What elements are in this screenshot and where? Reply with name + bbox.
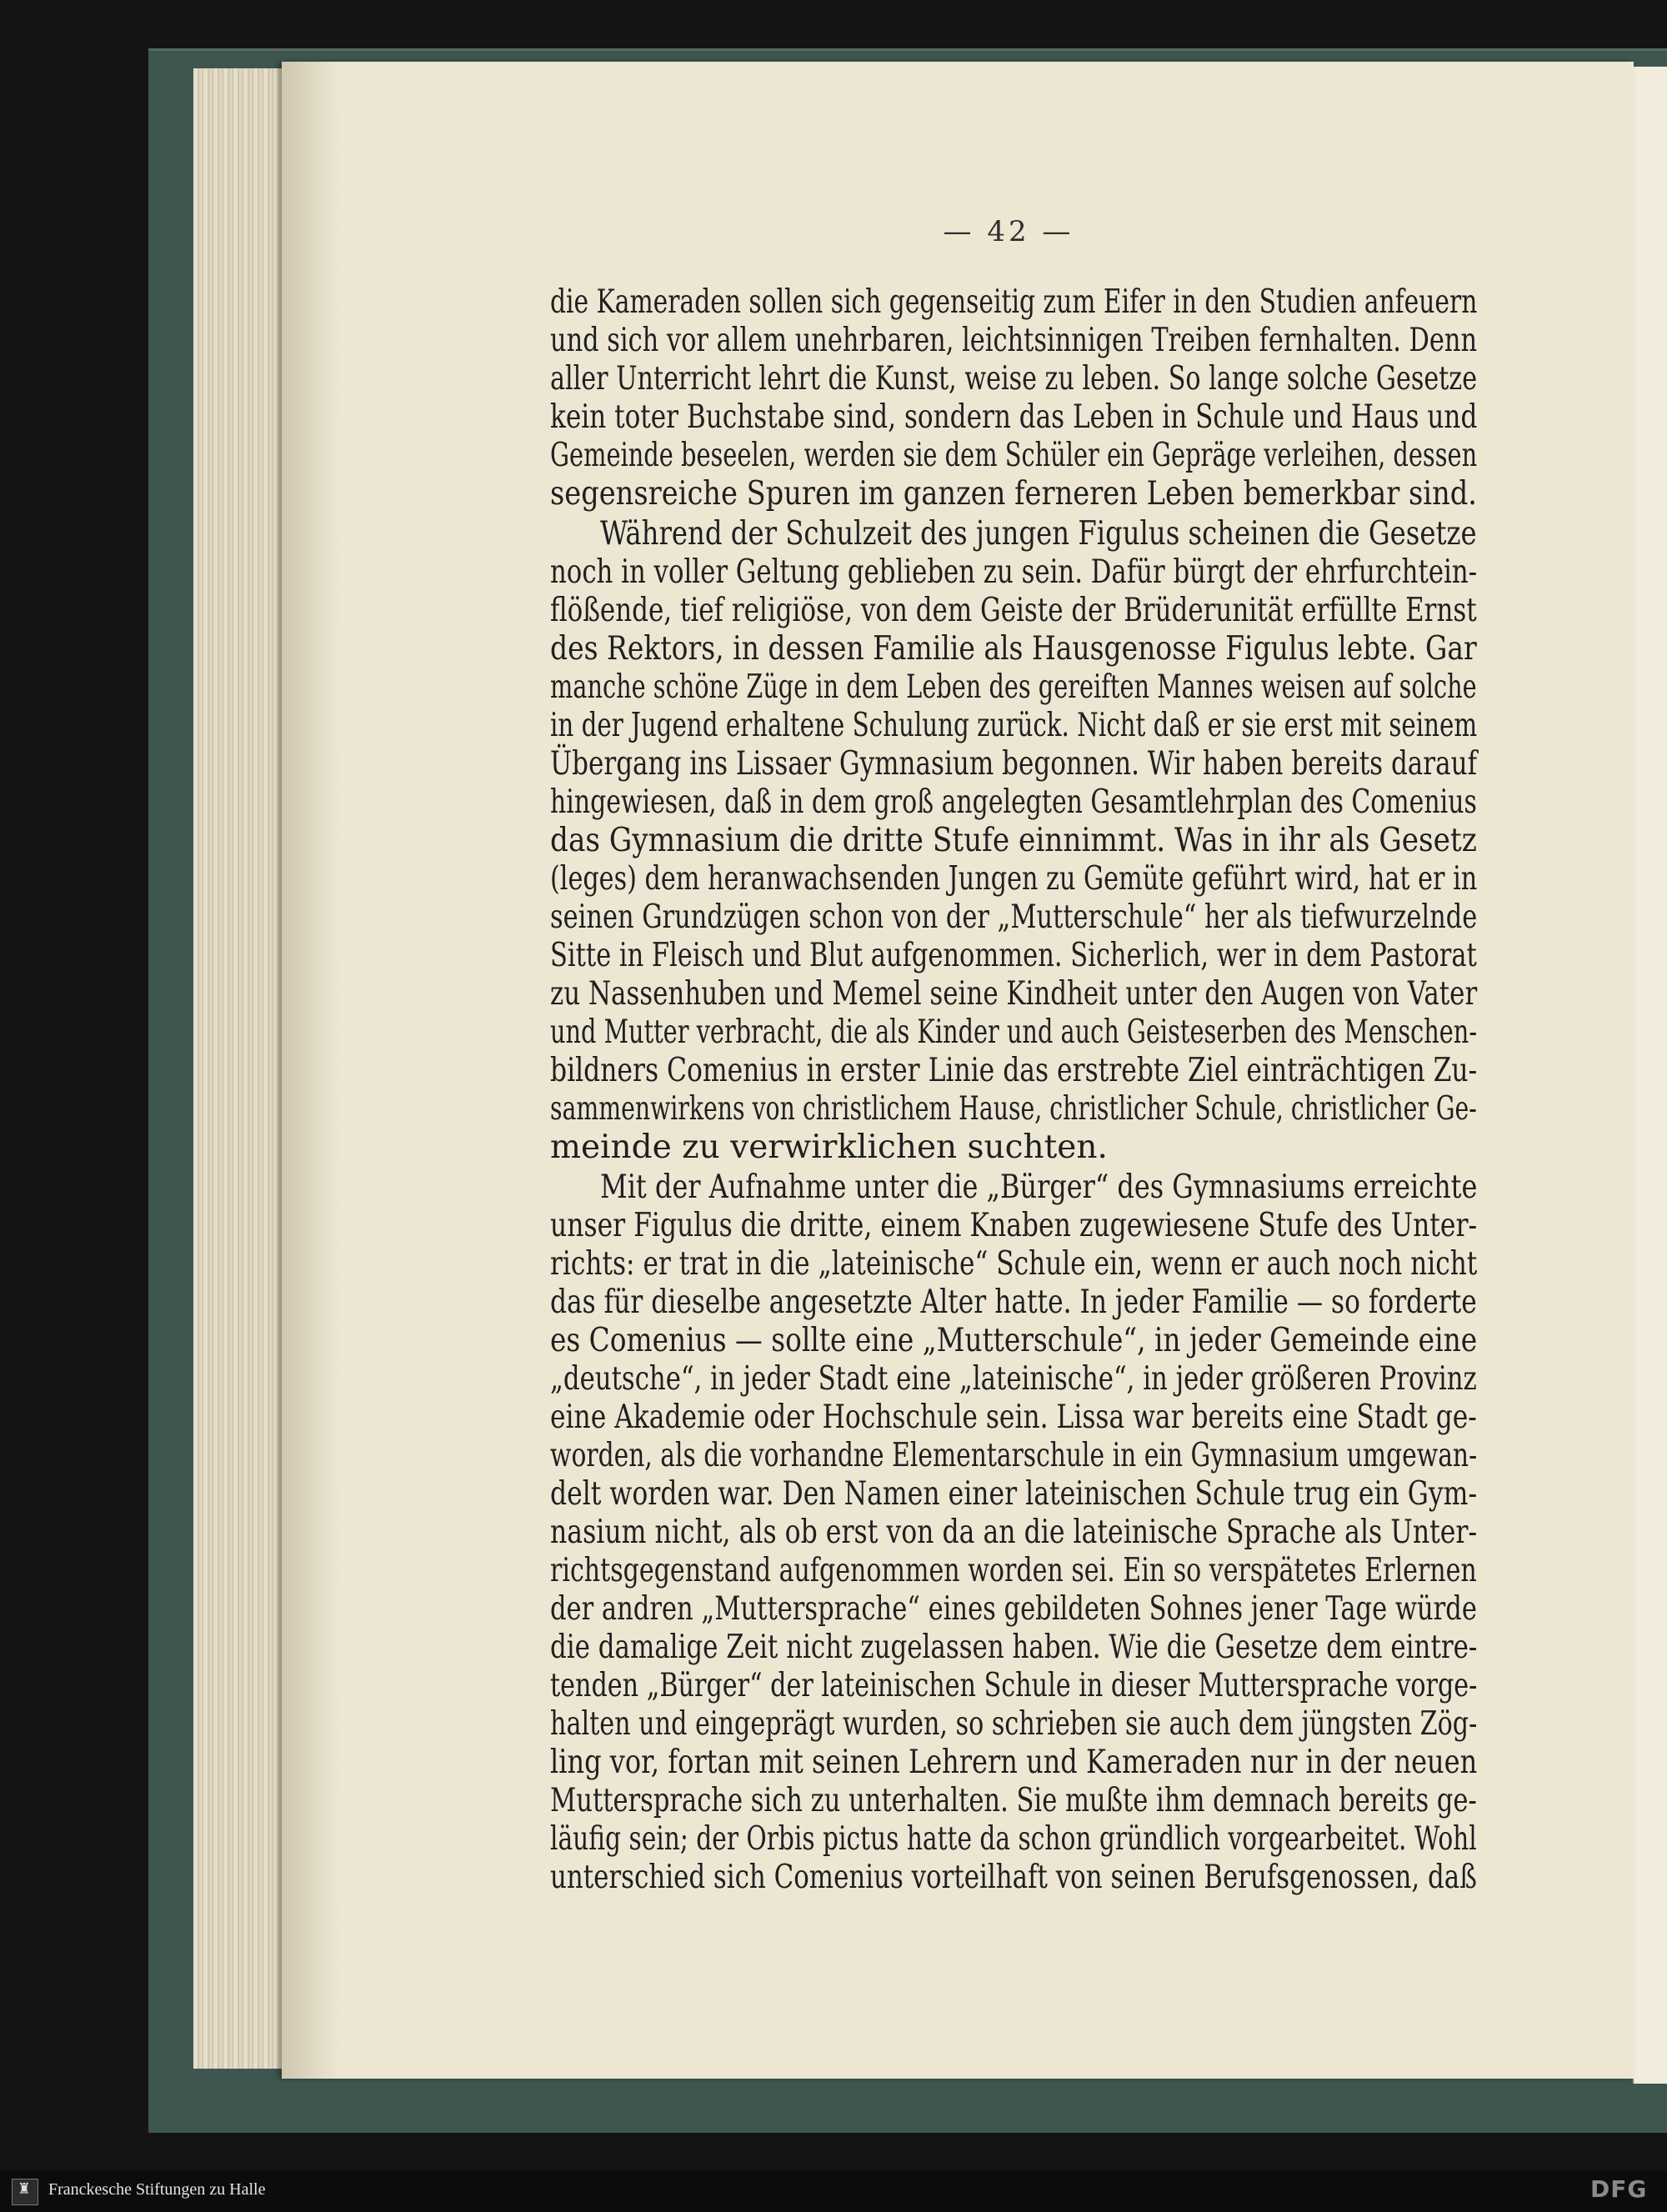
text-line: Übergang ins Lissaer Gymnasium begonnen. Wir haben bereits darauf	[550, 745, 1478, 783]
text-line: bildners Comenius in erster Linie das erstrebte Ziel einträchtigen Zu-	[550, 1052, 1478, 1089]
text-line: noch in voller Geltung geblieben zu sein. Dafür bürgt der ehrfurchtein-	[550, 553, 1478, 591]
text-line: „deutsche“, in jeder Stadt eine „lateinische“, in jeder größeren Provinz	[550, 1360, 1477, 1398]
text-line: unterschied sich Comenius vorteilhaft von seinen Berufsgenossen, daß	[550, 1859, 1477, 1896]
dfg-badge: DFG	[1590, 2175, 1648, 2203]
text-line: Muttersprache sich zu unterhalten. Sie mußte ihm demnach bereits ge-	[550, 1782, 1477, 1819]
text-line: eine Akademie oder Hochschule sein. Lissa war bereits eine Stadt ge-	[550, 1399, 1477, 1436]
text-line: halten und eingeprägt wurden, so schrieben sie auch dem jüngsten Zög-	[550, 1705, 1478, 1743]
page-gutter-shade	[282, 62, 340, 2079]
text-line: worden, als die vorhandne Elementarschule in ein Gymnasium umgewan-	[550, 1437, 1478, 1474]
text-line: zu Nassenhuben und Memel seine Kindheit unter den Augen von Vater	[550, 975, 1478, 1013]
text-line: die Kameraden sollen sich gegenseitig zum Eifer in den Studien anfeuern	[550, 283, 1478, 321]
page-number: — 42 —	[943, 215, 1074, 248]
text-line: in der Jugend erhaltene Schulung zurück. Nicht daß er sie erst mit seinem	[550, 707, 1478, 744]
text-line: segensreiche Spuren im ganzen ferneren Leben bemerkbar sind.	[550, 475, 1478, 513]
text-line: manche schöne Züge in dem Leben des gereiften Mannes weisen auf solche	[550, 668, 1477, 706]
text-line: Mit der Aufnahme unter die „Bürger“ des Gymnasiums erreichte	[600, 1169, 1478, 1206]
text-line: Sitte in Fleisch und Blut aufgenommen. Sicherlich, wer in dem Pastorat	[550, 937, 1477, 974]
text-line: des Rektors, in dessen Familie als Hausgenosse Figulus lebte. Gar	[550, 630, 1477, 668]
text-line: meinde zu verwirklichen suchten.	[550, 1129, 1108, 1166]
text-line: läufig sein; der Orbis pictus hatte da schon gründlich vorgearbeitet. Wohl	[550, 1820, 1477, 1858]
text-line: delt worden war. Den Namen einer lateinischen Schule trug ein Gym-	[550, 1475, 1478, 1513]
text-line: kein toter Buchstabe sind, sondern das Leben in Schule und Haus und	[550, 398, 1478, 436]
text-line: tenden „Bürger“ der lateinischen Schule in dieser Muttersprache vorge-	[550, 1667, 1478, 1704]
next-page-edge	[1632, 67, 1667, 2084]
text-line: aller Unterricht lehrt die Kunst, weise zu leben. So lange solche Gesetze	[550, 360, 1478, 398]
text-line: sammenwirkens von christlichem Hause, christlicher Schule, christlicher Ge-	[550, 1090, 1477, 1128]
text-line: und sich vor allem unehrbaren, leichtsinnigen Treiben fernhalten. Denn	[550, 322, 1478, 359]
text-line: das für dieselbe angesetzte Alter hatte. In jeder Familie — so forderte	[550, 1284, 1477, 1321]
text-line: der andren „Muttersprache“ eines gebildeten Sohnes jener Tage würde	[550, 1590, 1477, 1628]
text-line: es Comenius — sollte eine „Mutterschule“, in jeder Gemeinde eine	[550, 1322, 1478, 1359]
text-line: ling vor, fortan mit seinen Lehrern und Kameraden nur in der neuen	[550, 1744, 1478, 1781]
footer-institution: Franckesche Stiftungen zu Halle	[48, 2180, 266, 2199]
text-line: das Gymnasium die dritte Stufe einnimmt. Was in ihr als Gesetz	[550, 822, 1477, 859]
text-line: Gemeinde beseelen, werden sie dem Schüler ein Gepräge verleihen, dessen	[550, 437, 1478, 474]
text-line: Während der Schulzeit des jungen Figulus scheinen die Gesetze	[600, 515, 1477, 553]
institution-logo-glyph: ♜	[17, 2180, 32, 2198]
text-line: flößende, tief religiöse, von dem Geiste der Brüderunität erfüllte Ernst	[550, 592, 1477, 629]
text-line: richtsgegenstand aufgenommen worden sei. Ein so verspätetes Erlernen	[550, 1552, 1477, 1589]
text-line: hingewiesen, daß in dem groß angelegten Gesamtlehrplan des Comenius	[550, 783, 1477, 821]
text-line: richts: er trat in die „lateinische“ Schule ein, wenn er auch noch nicht	[550, 1245, 1478, 1283]
text-line: seinen Grundzügen schon von der „Mutterschule“ her als tiefwurzelnde	[550, 898, 1478, 936]
text-line: unser Figulus die dritte, einem Knaben zugewiesene Stufe des Unter-	[550, 1207, 1478, 1244]
text-line: (leges) dem heranwachsenden Jungen zu Gemüte geführt wird, hat er in	[550, 860, 1478, 898]
text-line: und Mutter verbracht, die als Kinder und auch Geisteserben des Menschen-	[550, 1013, 1478, 1051]
text-line: nasium nicht, als ob erst von da an die lateinische Sprache als Unter-	[550, 1514, 1478, 1551]
text-line: die damalige Zeit nicht zugelassen haben. Wie die Gesetze dem eintre-	[550, 1629, 1478, 1666]
